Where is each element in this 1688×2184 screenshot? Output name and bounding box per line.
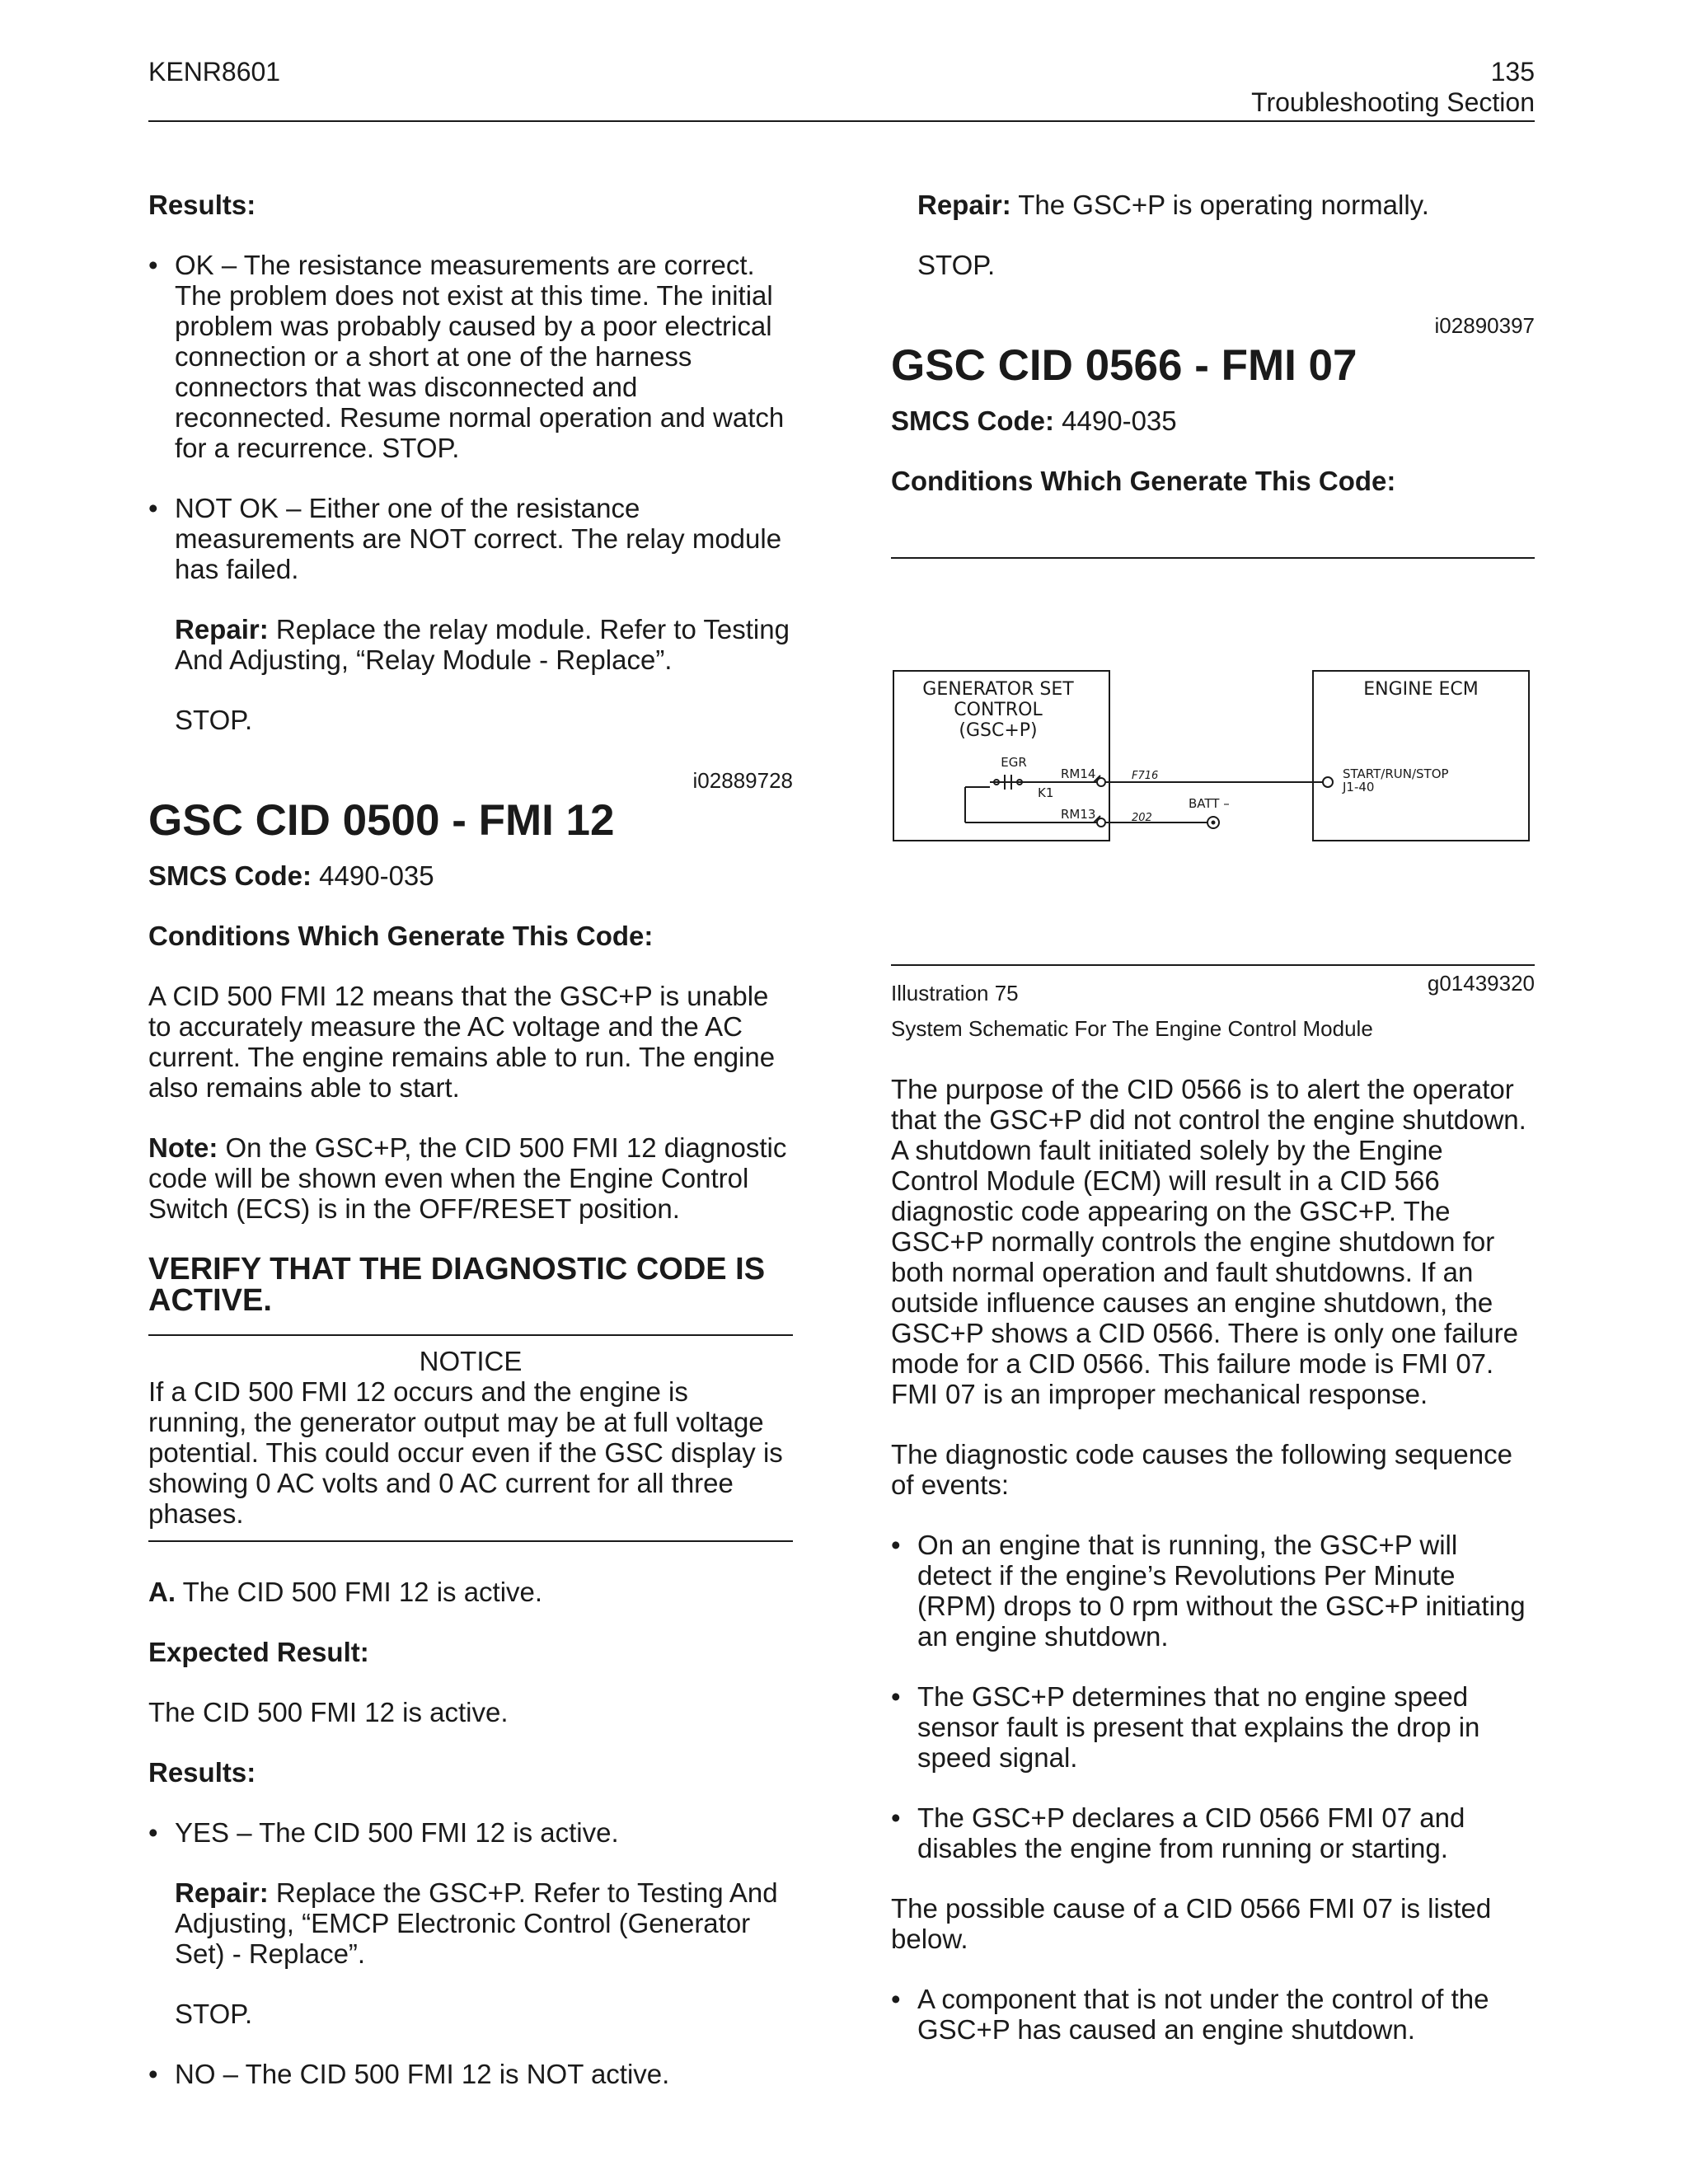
right-column-bottom [891, 1074, 1535, 2045]
bullet-icon: • [891, 1681, 901, 1712]
conditions-heading: Conditions Which Generate This Code: [891, 466, 1396, 496]
smcs-code [148, 860, 793, 891]
sequence-item [891, 1802, 1535, 1863]
smcs-code [891, 405, 1535, 436]
bullet-icon: • [891, 1984, 901, 2014]
ok-result [148, 250, 793, 463]
illustration-id: g01439320 [1427, 971, 1535, 996]
ecm-box-label: ENGINE ECM [1363, 679, 1479, 700]
note-paragraph [148, 1132, 793, 1224]
note-text: On the GSC+P, the CID 500 FMI 12 diagnostic code will be shown even when the Engine Control Switch (ECS) is in the OFF/RESET position. [148, 1132, 787, 1224]
ecm-pin-label-2: J1-40 [1343, 780, 1375, 794]
doc-reference: i02889728 [692, 768, 793, 793]
section-name: Troubleshooting Section [1251, 87, 1535, 117]
section-title: GSC CID 0566 - FMI 07 [891, 341, 1357, 390]
egr-label: EGR [1001, 755, 1027, 770]
gsc-box-label-1: GENERATOR SET [922, 679, 1074, 700]
repair-relay [148, 614, 793, 675]
repair-text: Replace the GSC+P. Refer to Testing And Adjusting, “EMCP Electronic Control (Generator Set) - Replace”. [175, 1877, 778, 1969]
not-ok-result [148, 493, 793, 584]
bullet-icon: • [148, 1817, 158, 1848]
sequence-item [891, 1530, 1535, 1652]
repair-text: The GSC+P is operating normally. [1010, 190, 1429, 220]
results-label: Results: [148, 1757, 256, 1788]
illustration-label: Illustration 75 [891, 981, 1019, 1005]
sequence-item [891, 1681, 1535, 1773]
section-title: GSC CID 0500 - FMI 12 [148, 796, 615, 845]
step-a [148, 1577, 793, 1607]
k1-label: K1 [1038, 785, 1054, 800]
repair-label: Repair: [175, 1877, 269, 1908]
repair-label: Repair: [175, 614, 269, 644]
page-number: 135 [1490, 57, 1535, 87]
rm13-label: RM13 [1061, 807, 1096, 822]
yes-result-text: YES – The CID 500 FMI 12 is active. [175, 1817, 619, 1848]
yes-result [148, 1817, 793, 1848]
bullet-icon: • [148, 493, 158, 523]
smcs-label: SMCS Code: [891, 405, 1054, 436]
smcs-value: 4490-035 [312, 860, 434, 891]
bullet-icon: • [148, 2059, 158, 2089]
sequence-intro: The diagnostic code causes the following sequence of events: [891, 1439, 1512, 1500]
header-rule [148, 120, 1535, 122]
note-label: Note: [148, 1132, 218, 1163]
gsc-box-label-3: (GSC+P) [959, 720, 1038, 741]
conditions-text: A CID 500 FMI 12 means that the GSC+P is unable to accurately measure the AC voltage and the AC current. The engine remains able to run. The engine also remains able to start. [148, 981, 776, 1103]
no-result [148, 2059, 793, 2089]
verify-heading: VERIFY THAT THE DIAGNOSTIC CODE IS ACTIVE. [148, 1252, 766, 1318]
repair-label: Repair: [917, 190, 1011, 220]
figure-bottom-rule [891, 964, 1535, 966]
stop-text: STOP. [917, 250, 996, 280]
repair-gsc [148, 1877, 793, 1969]
sequence-item-text: The GSC+P declares a CID 0566 FMI 07 and disables the engine from running or starting. [917, 1802, 1465, 1863]
expected-result-text: The CID 500 FMI 12 is active. [148, 1697, 509, 1727]
notice-title: NOTICE [419, 1346, 523, 1376]
smcs-label: SMCS Code: [148, 860, 312, 891]
no-result-text: NO – The CID 500 FMI 12 is NOT active. [175, 2059, 670, 2089]
notice-box [148, 1334, 793, 1542]
wire-202-label: 202 [1132, 812, 1152, 824]
step-a-text: The CID 500 FMI 12 is active. [176, 1577, 543, 1607]
sequence-item-text: On an engine that is running, the GSC+P will detect if the engine’s Revolutions Per Minute (RPM) drops to 0 rpm without the GSC+P initiating an engine shutdown. [917, 1530, 1526, 1652]
conditions-heading: Conditions Which Generate This Code: [148, 921, 654, 951]
ok-result-text: OK – The resistance measurements are correct. The problem does not exist at this time. The initial problem was probably caused by a poor electrical connection or a short at one of the harness connectors that was disconnected and reconnected. Resume normal operation and watch for a recurrence. STOP. [175, 250, 785, 463]
gsc-box-label-2: CONTROL [954, 700, 1043, 720]
batt-label: BATT – [1189, 796, 1230, 811]
bullet-icon: • [891, 1802, 901, 1833]
left-column [148, 190, 793, 2089]
expected-result-label: Expected Result: [148, 1637, 369, 1667]
cause-item-text: A component that is not under the control of the GSC+P has caused an engine shutdown. [917, 1984, 1489, 2045]
ecm-pin-label-1: START/RUN/STOP [1343, 766, 1449, 781]
stop-text: STOP. [175, 1999, 253, 2029]
rm14-label: RM14 [1061, 766, 1096, 781]
results-label: Results: [148, 190, 256, 220]
doc-id: KENR8601 [148, 57, 281, 87]
doc-reference: i02890397 [1434, 313, 1535, 338]
smcs-value: 4490-035 [1054, 405, 1177, 436]
illustration-caption: System Schematic For The Engine Control Module [891, 1016, 1373, 1041]
system-schematic [891, 659, 1535, 849]
stop-text: STOP. [175, 705, 253, 735]
sequence-item-text: The GSC+P determines that no engine speed sensor fault is present that explains the drop in speed signal. [917, 1681, 1480, 1773]
repair-text: Replace the relay module. Refer to Testing And Adjusting, “Relay Module - Replace”. [175, 614, 790, 675]
cause-intro: The possible cause of a CID 0566 FMI 07 is listed below. [891, 1893, 1492, 1954]
figure-top-rule [891, 557, 1535, 559]
bullet-icon: • [148, 250, 158, 280]
right-column-top [891, 190, 1535, 496]
notice-text: If a CID 500 FMI 12 occurs and the engine is running, the generator output may be at full voltage potential. This could occur even if the GSC display is showing 0 AC volts and 0 AC current for all three phases. [148, 1376, 783, 1529]
repair-normal [891, 190, 1535, 220]
purpose-text: The purpose of the CID 0566 is to alert the operator that the GSC+P did not control the engine shutdown. A shutdown fault initiated solely by the Engine Control Module (ECM) will result in a CID 566 diagnostic code appearing on the GSC+P. The GSC+P normally controls the engine shutdown for both normal operation and fault shutdowns. If an outside influence causes an engine shutdown, the GSC+P shows a CID 0566. There is only one failure mode for a CID 0566. This failure mode is FMI 07. FMI 07 is an improper mechanical response. [891, 1074, 1526, 1409]
step-a-label: A. [148, 1577, 176, 1607]
wire-f716-label: F716 [1132, 770, 1159, 782]
cause-item [891, 1984, 1535, 2045]
not-ok-result-text: NOT OK – Either one of the resistance measurements are NOT correct. The relay module has failed. [175, 493, 782, 584]
bullet-icon: • [891, 1530, 901, 1560]
